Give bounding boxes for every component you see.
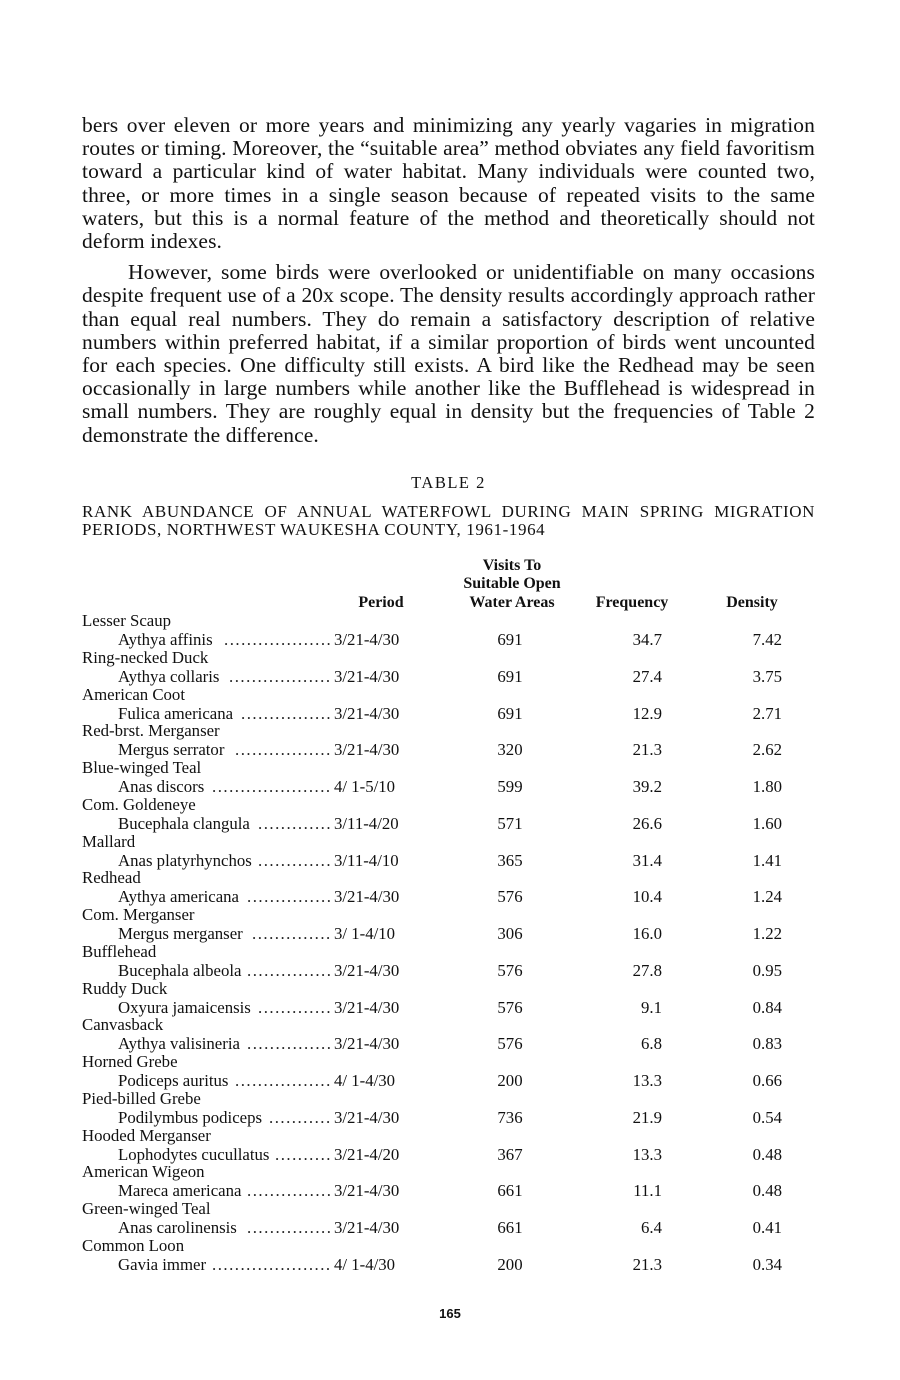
header-period: Period — [358, 593, 404, 611]
page-number: 165 — [439, 1306, 461, 1321]
period-cell: 3/21-4/30 — [334, 1107, 400, 1127]
species-common-name: Canvasback — [82, 1015, 164, 1035]
species-scientific-name: Mergus merganser — [118, 924, 243, 944]
period-cell: 3/21-4/30 — [334, 630, 400, 650]
table-row — [82, 980, 815, 1017]
species-common-name: Com. Merganser — [82, 905, 195, 925]
species-scientific-name: Lophodytes cucullatus — [118, 1144, 270, 1164]
density-cell: 2.71 — [752, 703, 782, 723]
density-cell: 3.75 — [752, 666, 782, 686]
species-scientific-name: Bucephala albeola — [118, 960, 242, 980]
species-scientific-name: Fulica americana — [118, 703, 234, 723]
table-row — [82, 943, 815, 980]
species-common-name: Bufflehead — [82, 941, 157, 961]
table-row — [82, 1237, 815, 1274]
frequency-cell: 21.3 — [632, 1254, 662, 1274]
leader-dots: ............... — [247, 1181, 333, 1201]
period-cell: 3/ 1-4/10 — [334, 924, 396, 944]
density-cell: 0.54 — [752, 1107, 782, 1127]
density-cell: 1.22 — [752, 924, 782, 944]
period-cell: 3/11-4/10 — [334, 850, 399, 870]
period-cell: 3/21-4/30 — [334, 740, 400, 760]
period-cell: 4/ 1-4/30 — [334, 1254, 396, 1274]
species-common-name: Lesser Scaup — [82, 611, 172, 631]
density-cell: 0.84 — [752, 997, 782, 1017]
species-scientific-line — [82, 704, 417, 723]
species-common-name: American Wigeon — [82, 1162, 205, 1182]
period-cell: 3/21-4/30 — [334, 997, 400, 1017]
species-common-name: Red-brst. Merganser — [82, 721, 220, 741]
visits-cell: 306 — [497, 924, 523, 944]
species-common-name: Com. Goldeneye — [82, 794, 196, 814]
species-scientific-name: Mergus serrator — [118, 740, 225, 760]
species-scientific-line — [82, 1034, 417, 1053]
frequency-cell: 10.4 — [632, 887, 662, 907]
species-scientific-line — [82, 961, 417, 980]
visits-cell: 576 — [497, 887, 523, 907]
visits-cell: 320 — [497, 740, 523, 760]
leader-dots: ............. — [258, 813, 333, 833]
frequency-cell: 39.2 — [632, 777, 662, 797]
species-common-name: Ruddy Duck — [82, 978, 168, 998]
species-common-name: Green-winged Teal — [82, 1199, 211, 1219]
species-scientific-name: Anas carolinensis — [118, 1218, 237, 1238]
frequency-cell: 13.3 — [632, 1071, 662, 1091]
species-scientific-line — [82, 1145, 417, 1164]
frequency-cell: 9.1 — [641, 997, 662, 1017]
species-common-name: Common Loon — [82, 1235, 185, 1255]
frequency-cell: 6.8 — [641, 1034, 662, 1054]
frequency-cell: 6.4 — [641, 1218, 662, 1238]
table-row — [82, 1127, 815, 1164]
period-cell: 3/21-4/30 — [334, 1181, 400, 1201]
species-common-name: Blue-winged Teal — [82, 758, 202, 778]
frequency-cell: 12.9 — [632, 703, 662, 723]
species-common-name: Horned Grebe — [82, 1052, 178, 1072]
density-cell: 0.48 — [752, 1181, 782, 1201]
leader-dots: ............. — [258, 850, 333, 870]
leader-dots: ................... — [224, 630, 333, 650]
period-cell: 3/21-4/30 — [334, 1218, 400, 1238]
species-scientific-line — [82, 1071, 417, 1090]
table-row — [82, 686, 815, 723]
leader-dots: ............. — [258, 997, 333, 1017]
table-header — [82, 550, 815, 612]
leader-dots: ................. — [235, 740, 332, 760]
header-visits-line-2: Suitable Open — [463, 575, 561, 593]
visits-cell: 200 — [497, 1071, 523, 1091]
frequency-cell: 16.0 — [632, 924, 662, 944]
period-cell: 4/ 1-4/30 — [334, 1071, 396, 1091]
header-frequency: Frequency — [595, 593, 669, 611]
table-row — [82, 796, 815, 833]
species-scientific-line — [82, 998, 417, 1017]
visits-cell: 691 — [497, 630, 523, 650]
table-body — [82, 612, 815, 1274]
visits-cell: 736 — [497, 1107, 523, 1127]
leader-dots: ........... — [269, 1107, 332, 1127]
species-scientific-line — [82, 1255, 417, 1274]
page — [82, 114, 815, 1274]
species-scientific-line — [82, 1108, 417, 1127]
leader-dots: ............... — [247, 887, 333, 907]
visits-cell: 576 — [497, 960, 523, 980]
table-row — [82, 759, 815, 796]
leader-dots: ..................... — [212, 1254, 332, 1274]
species-scientific-name: Gavia immer — [118, 1254, 207, 1274]
table-row — [82, 833, 815, 870]
species-scientific-line — [82, 924, 417, 943]
visits-cell: 576 — [497, 997, 523, 1017]
density-cell: 1.80 — [752, 777, 782, 797]
species-scientific-line — [82, 667, 417, 686]
leader-dots: ............... — [247, 1034, 333, 1054]
table-row — [82, 649, 815, 686]
species-scientific-name: Bucephala clangula — [118, 813, 250, 833]
species-common-name: Ring-necked Duck — [82, 647, 209, 667]
species-common-name: Redhead — [82, 868, 141, 888]
leader-dots: ..................... — [212, 777, 332, 797]
table-caption: RANK ABUNDANCE OF ANNUAL WATERFOWL DURING MAIN SPRING MIGRATION PERIODS, NORTHWEST WAUKESHA COUNTY, 1961-1964 — [82, 501, 815, 540]
leader-dots: ............... — [247, 1218, 333, 1238]
density-cell: 0.34 — [752, 1254, 782, 1274]
table-row — [82, 612, 815, 649]
table-row — [82, 906, 815, 943]
header-visits-line-1: Visits To — [482, 556, 542, 574]
leader-dots: ............... — [247, 960, 333, 980]
species-scientific-name: Oxyura jamaicensis — [118, 997, 251, 1017]
leader-dots: .................. — [229, 666, 332, 686]
table-row — [82, 1163, 815, 1200]
table-title: TABLE 2 — [411, 472, 486, 492]
species-common-name: Hooded Merganser — [82, 1125, 211, 1145]
table-row — [82, 1016, 815, 1053]
period-cell: 3/21-4/30 — [334, 887, 400, 907]
frequency-cell: 11.1 — [633, 1181, 662, 1201]
species-scientific-name: Podiceps auritus — [118, 1071, 229, 1091]
frequency-cell: 13.3 — [632, 1144, 662, 1164]
density-cell: 0.48 — [752, 1144, 782, 1164]
header-visits — [432, 557, 592, 613]
leader-dots: ................ — [241, 703, 333, 723]
period-cell: 3/21-4/30 — [334, 960, 400, 980]
visits-cell: 200 — [497, 1254, 523, 1274]
frequency-cell: 27.4 — [632, 666, 662, 686]
table-row — [82, 1090, 815, 1127]
frequency-cell: 21.3 — [632, 740, 662, 760]
density-cell: 0.83 — [752, 1034, 782, 1054]
leader-dots: .......... — [275, 1144, 332, 1164]
visits-cell: 661 — [497, 1218, 523, 1238]
frequency-cell: 34.7 — [632, 630, 662, 650]
species-scientific-name: Mareca americana — [118, 1181, 242, 1201]
species-scientific-line — [82, 630, 417, 649]
species-common-name: American Coot — [82, 684, 185, 704]
frequency-cell: 26.6 — [632, 813, 662, 833]
species-scientific-name: Aythya affinis — [118, 630, 213, 650]
density-cell: 7.42 — [752, 630, 782, 650]
body-paragraph-1: bers over eleven or more years and minimizing any yearly vagaries in migration routes or timing. Moreover, the “suitable area” method obviates any field favoritism toward a particular kind of water habitat. Many individuals were counted two, three, or more times in a single season because of repeated visits to the same waters, but this is a normal feature of the method and theoretically should not deform indexes. — [82, 113, 815, 254]
species-scientific-name: Aythya collaris — [118, 666, 220, 686]
density-cell: 0.66 — [752, 1071, 782, 1091]
species-scientific-line — [82, 814, 417, 833]
visits-cell: 571 — [497, 813, 523, 833]
species-scientific-name: Podilymbus podiceps — [118, 1107, 263, 1127]
leader-dots: .............. — [252, 924, 332, 944]
table-row — [82, 1053, 815, 1090]
leader-dots: ................. — [235, 1071, 332, 1091]
period-cell: 4/ 1-5/10 — [334, 777, 396, 797]
species-scientific-line — [82, 851, 417, 870]
species-scientific-name: Anas platyrhynchos — [118, 850, 252, 870]
density-cell: 1.41 — [752, 850, 782, 870]
period-cell: 3/21-4/30 — [334, 1034, 400, 1054]
period-cell: 3/11-4/20 — [334, 813, 399, 833]
period-cell: 3/21-4/30 — [334, 666, 400, 686]
density-cell: 0.95 — [752, 960, 782, 980]
density-cell: 1.60 — [752, 813, 782, 833]
species-common-name: Pied-billed Grebe — [82, 1088, 201, 1108]
visits-cell: 599 — [497, 777, 523, 797]
species-scientific-name: Aythya americana — [118, 887, 239, 907]
density-cell: 1.24 — [752, 887, 782, 907]
species-common-name: Mallard — [82, 831, 136, 851]
table-row — [82, 722, 815, 759]
table-row — [82, 869, 815, 906]
species-scientific-line — [82, 1181, 417, 1200]
frequency-cell: 27.8 — [632, 960, 662, 980]
species-scientific-line — [82, 1218, 417, 1237]
species-scientific-line — [82, 740, 417, 759]
visits-cell: 661 — [497, 1181, 523, 1201]
table-row — [82, 1200, 815, 1237]
header-density: Density — [726, 593, 778, 611]
density-cell: 0.41 — [752, 1218, 782, 1238]
species-scientific-name: Anas discors — [118, 777, 205, 797]
species-scientific-line — [82, 887, 417, 906]
species-scientific-line — [82, 777, 417, 796]
visits-cell: 365 — [497, 850, 523, 870]
species-scientific-name: Aythya valisineria — [118, 1034, 240, 1054]
body-paragraph-2: However, some birds were overlooked or unidentifiable on many occasions despite frequent use of a 20x scope. The density results accordingly approach rather than equal real numbers. They do remain a satisfactory description of relative numbers within preferred habitat, if a similar proportion of birds went uncounted for each species. One difficulty still exists. A bird like the Redhead may be seen occasionally in large numbers while another like the Bufflehead is widespread in small numbers. They are roughly equal in density but the frequencies of Table 2 demonstrate the difference. — [82, 260, 815, 447]
header-visits-line-3: Water Areas — [469, 593, 555, 611]
frequency-cell: 31.4 — [632, 850, 662, 870]
period-cell: 3/21-4/20 — [334, 1144, 400, 1164]
period-cell: 3/21-4/30 — [334, 703, 400, 723]
visits-cell: 691 — [497, 666, 523, 686]
visits-cell: 367 — [497, 1144, 523, 1164]
visits-cell: 691 — [497, 703, 523, 723]
visits-cell: 576 — [497, 1034, 523, 1054]
density-cell: 2.62 — [752, 740, 782, 760]
frequency-cell: 21.9 — [632, 1107, 662, 1127]
